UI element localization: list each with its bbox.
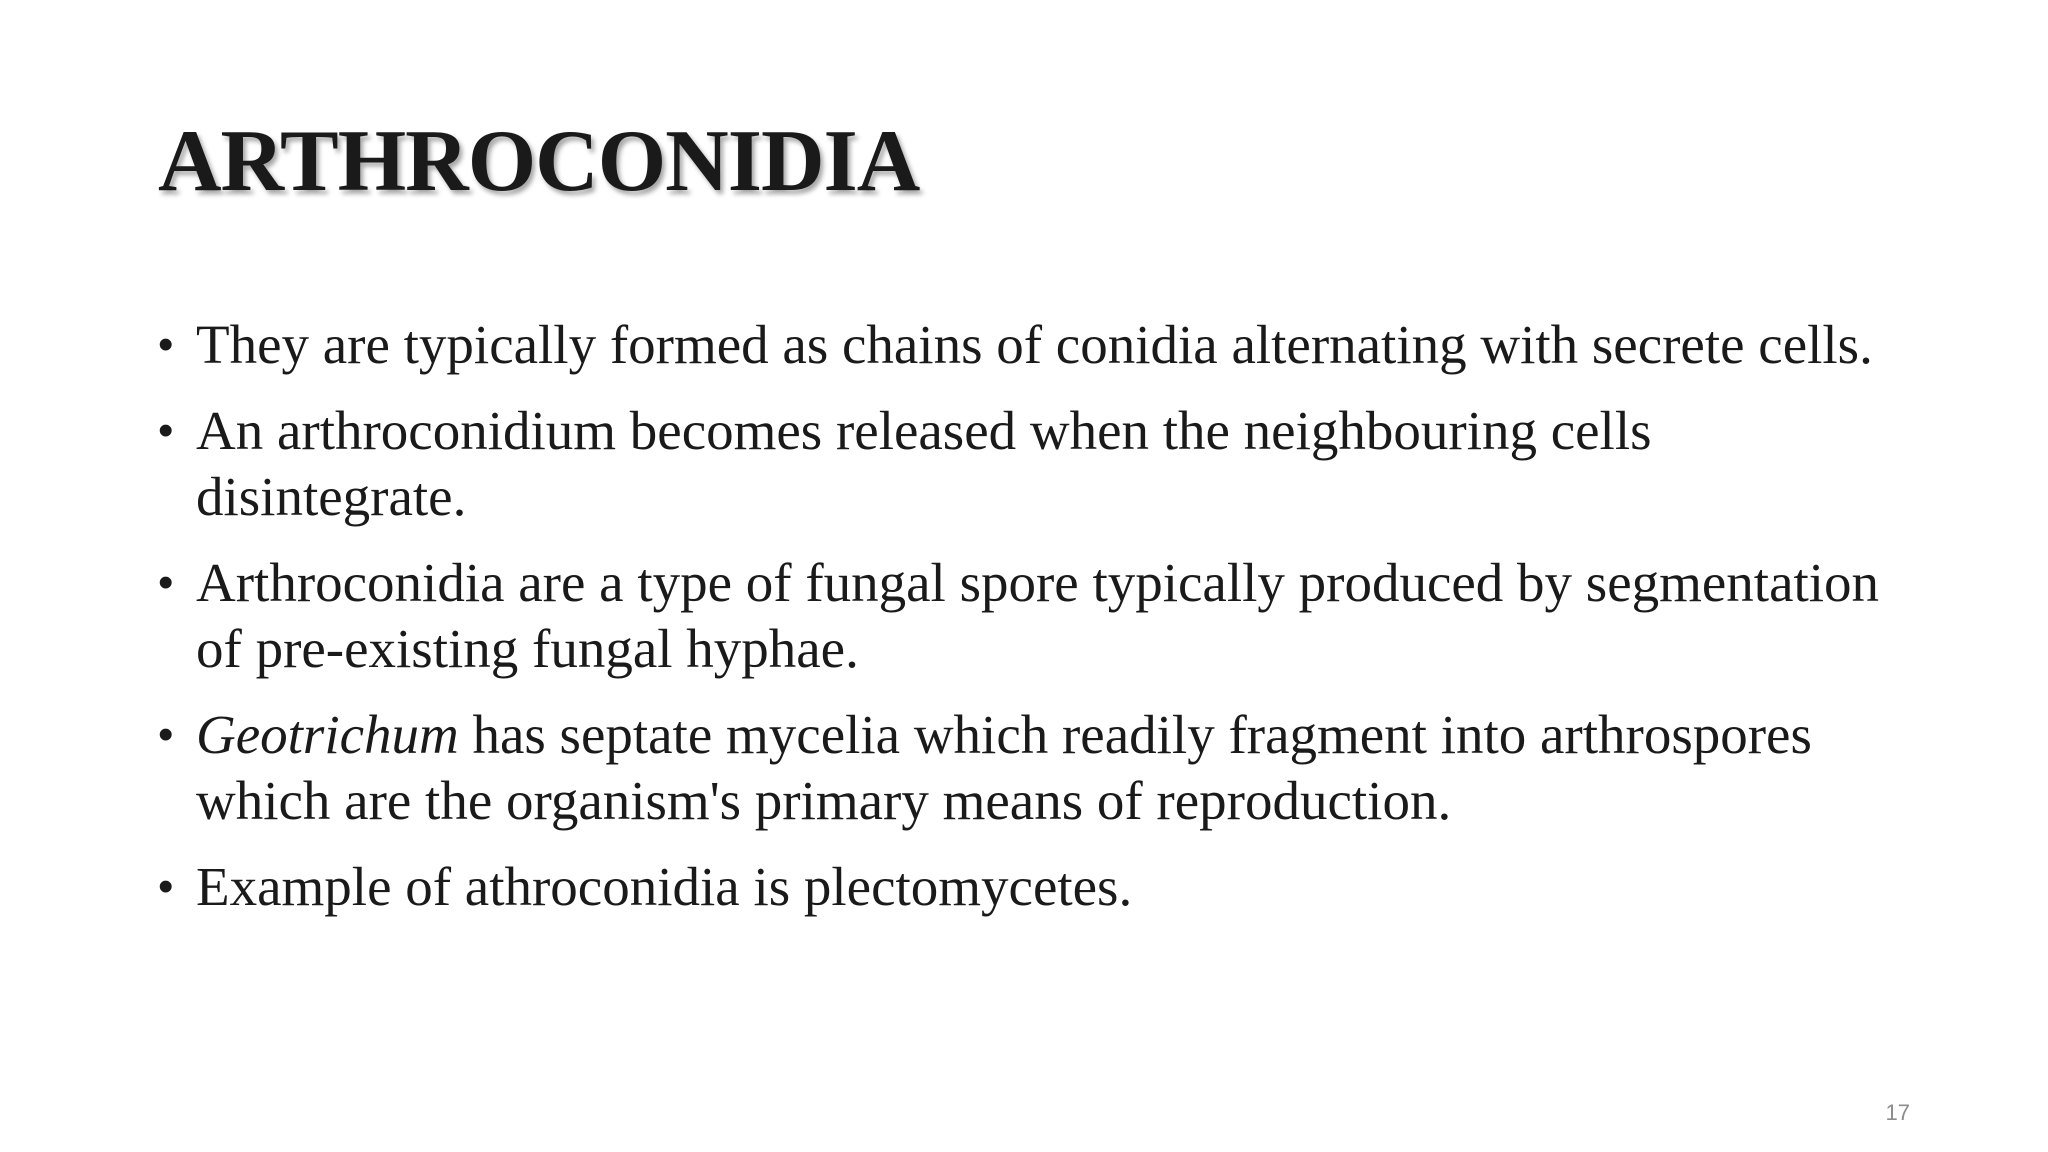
bullet-item [158, 854, 1918, 920]
bullet-text: has septate mycelia which readily fragment into arthrospores which are the organism's primary means of reproduction. [196, 704, 1812, 831]
bullet-text: They are typically formed as chains of conidia alternating with secrete cells. [196, 314, 1873, 375]
page-number: 17 [1885, 1100, 1910, 1125]
bullet-text: Arthroconidia are a type of fungal spore typically produced by segmentation of pre-existing fungal hyphae. [196, 552, 1880, 679]
bullet-item [158, 702, 1918, 834]
bullet-item [158, 550, 1918, 682]
slide-title: ARTHROCONIDIA [158, 113, 920, 210]
bullet-item [158, 398, 1918, 530]
bullet-text: An arthroconidium becomes released when the neighbouring cells disintegrate. [196, 400, 1652, 527]
bullet-text: Example of athroconidia is plectomycetes. [196, 856, 1133, 917]
bullet-list [158, 312, 1918, 940]
bullet-item [158, 312, 1918, 378]
genus-name: Geotrichum [196, 704, 459, 765]
